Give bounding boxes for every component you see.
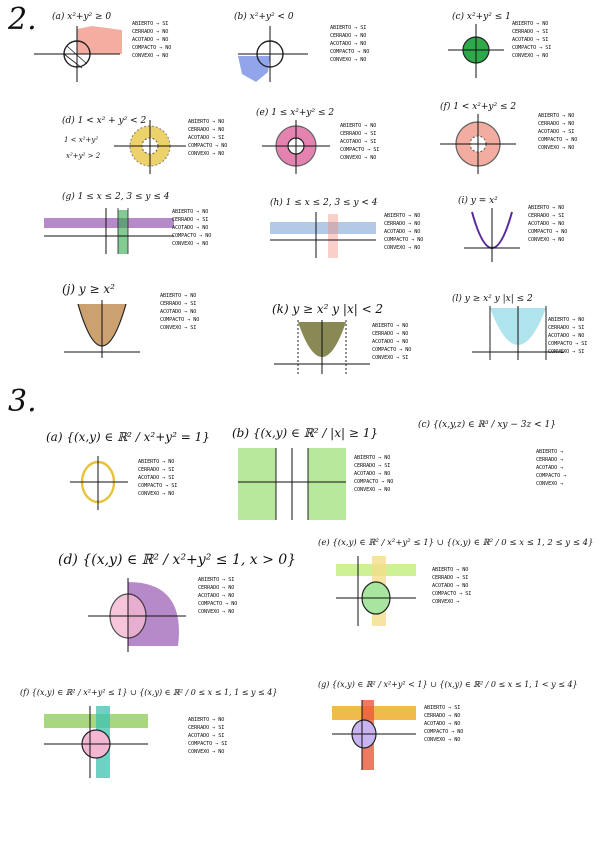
s2-d-label: (d) 1 < x² + y² < 2	[62, 116, 147, 126]
s3-d-plot	[88, 576, 188, 654]
s2-h-label: (h) 1 ≤ x ≤ 2, 3 ≤ y < 4	[270, 198, 378, 208]
s2-k-plot	[272, 318, 372, 376]
s2-a-plot	[32, 24, 122, 84]
s3-e-props: ABIERTO → NO CERRADO → SI ACOTADO → NO COMPACTO → SI CONVEXO →	[432, 567, 472, 605]
section-3-number: 3.	[8, 384, 37, 419]
s2-l-label: (l) y ≥ x² y |x| ≤ 2	[452, 294, 533, 304]
s3-d-props: ABIERTO → SI CERRADO → NO ACOTADO → NO COMPACTO → NO CONVEXO → NO	[198, 577, 238, 615]
s2-f-label: (f) 1 < x²+y² ≤ 2	[440, 102, 517, 112]
s2-e-props: ABIERTO → NO CERRADO → SI ACOTADO → SI COMPACTO → SI CONVEXO → NO	[340, 123, 380, 161]
s2-b-plot	[238, 24, 318, 84]
s2-j-plot	[62, 298, 142, 360]
s2-d-extra-2: x²+y² > 2	[66, 152, 101, 160]
s3-c-label: (c) {(x,y,z) ∈ ℝ³ / xy − 3z < 1}	[418, 420, 556, 430]
s2-b-props: ABIERTO → SI CERRADO → NO ACOTADO → NO COMPACTO → NO CONVEXO → NO	[330, 25, 370, 63]
s2-i-plot	[462, 206, 522, 264]
s2-g-plot	[44, 206, 174, 256]
s3-a-plot	[70, 452, 130, 512]
s2-c-plot	[446, 22, 506, 82]
s2-i-props: ABIERTO → NO CERRADO → SI ACOTADO → NO COMPACTO → NO CONVEXO → NO	[528, 205, 568, 243]
s2-d-extra-1: 1 < x²+y²	[64, 136, 99, 144]
s3-c-props: ABIERTO → CERRADO → ACOTADO → COMPACTO → CONVEXO →	[536, 449, 567, 487]
s2-f-plot	[438, 112, 518, 176]
s3-f-plot	[44, 706, 148, 778]
s2-g-props: ABIERTO → NO CERRADO → SI ACOTADO → NO COMPACTO → NO CONVEXO → NO	[172, 209, 212, 247]
s2-a-label: (a) x²+y² ≥ 0	[52, 12, 112, 22]
s3-b-plot	[238, 448, 346, 520]
s2-a-props: ABIERTO → SI CERRADO → NO ACOTADO → NO COMPACTO → NO CONVEXO → NO	[132, 21, 172, 59]
s3-b-props: ABIERTO → NO CERRADO → SI ACOTADO → NO COMPACTO → NO CONVEXO → NO	[354, 455, 394, 493]
s2-h-plot	[270, 210, 376, 260]
s2-l-props: ABIERTO → NO CERRADO → SI ACOTADO → NO COMPACTO → SI CONVEXO → SI	[548, 317, 588, 355]
s2-d-plot	[110, 118, 190, 178]
s3-b-label: (b) {(x,y) ∈ ℝ² / |x| ≥ 1}	[232, 426, 378, 440]
s2-g-label: (g) 1 ≤ x ≤ 2, 3 ≤ y ≤ 4	[62, 192, 170, 202]
s2-k-props: ABIERTO → NO CERRADO → NO ACOTADO → NO COMPACTO → NO CONVEXO → SI	[372, 323, 412, 361]
s3-f-label: (f) {(x,y) ∈ ℝ² / x²+y² ≤ 1} ∪ {(x,y) ∈ ℝ² / 0 ≤ x ≤ 1, 1 ≤ y ≤ 4}	[20, 688, 278, 697]
s2-i-label: (i) y = x²	[458, 196, 498, 206]
s3-g-props: ABIERTO → SI CERRADO → NO ACOTADO → NO COMPACTO → NO CONVEXO → NO	[424, 705, 464, 743]
s3-f-props: ABIERTO → NO CERRADO → SI ACOTADO → SI COMPACTO → SI CONVEXO → NO	[188, 717, 228, 755]
s2-e-plot	[262, 118, 332, 178]
s2-j-props: ABIERTO → NO CERRADO → SI ACOTADO → NO COMPACTO → NO CONVEXO → SI	[160, 293, 200, 331]
s3-a-label: (a) {(x,y) ∈ ℝ² / x²+y² = 1}	[46, 430, 210, 444]
s2-f-props: ABIERTO → NO CERRADO → NO ACOTADO → SI COMPACTO → NO CONVEXO → NO	[538, 113, 578, 151]
s3-g-label: (g) {(x,y) ∈ ℝ² / x²+y² < 1} ∪ {(x,y) ∈ ℝ² / 0 ≤ x ≤ 1, 1 < y ≤ 4}	[318, 680, 578, 689]
s2-h-props: ABIERTO → NO CERRADO → NO ACOTADO → NO COMPACTO → NO CONVEXO → NO	[384, 213, 424, 251]
s2-c-label: (c) x²+y² ≤ 1	[452, 12, 511, 22]
s3-d-label: (d) {(x,y) ∈ ℝ² / x²+y² ≤ 1, x > 0}	[58, 552, 297, 568]
s2-d-props: ABIERTO → NO CERRADO → NO ACOTADO → SI COMPACTO → NO CONVEXO → NO	[188, 119, 228, 157]
s2-e-label: (e) 1 ≤ x²+y² ≤ 2	[256, 108, 335, 118]
s3-e-plot	[336, 556, 416, 626]
section-2-number: 2.	[8, 2, 37, 37]
s3-a-props: ABIERTO → NO CERRADO → SI ACOTADO → SI COMPACTO → SI CONVEXO → NO	[138, 459, 178, 497]
s2-c-props: ABIERTO → NO CERRADO → SI ACOTADO → SI COMPACTO → SI CONVEXO → NO	[512, 21, 552, 59]
s3-e-label: (e) {(x,y) ∈ ℝ² / x²+y² ≤ 1} ∪ {(x,y) ∈ ℝ² / 0 ≤ x ≤ 1, 2 ≤ y ≤ 4}	[318, 538, 594, 548]
s2-k-label: (k) y ≥ x² y |x| < 2	[272, 302, 384, 316]
s3-g-plot	[332, 700, 416, 770]
s2-b-label: (b) x²+y² < 0	[234, 12, 294, 22]
s2-j-label: (j) y ≥ x²	[62, 282, 115, 296]
